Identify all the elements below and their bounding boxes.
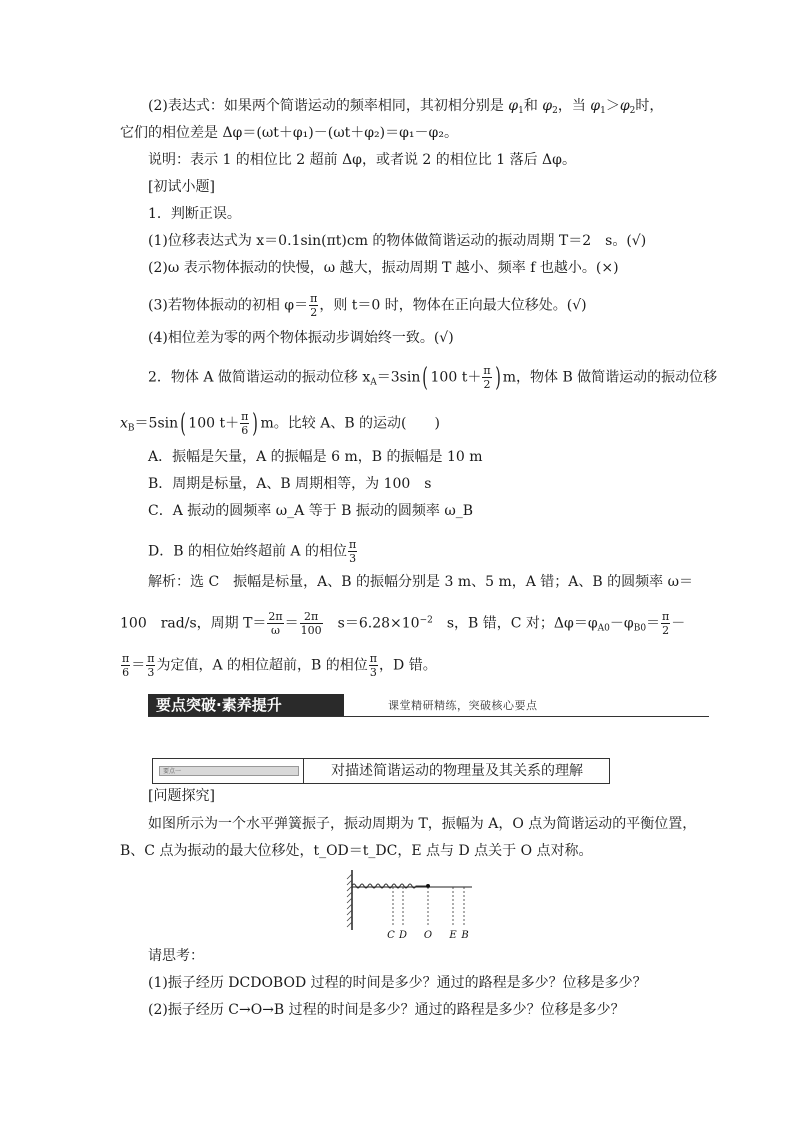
denominator: 3 (147, 666, 155, 679)
label-c: C (387, 930, 395, 941)
section-banner-subtitle: 课堂精研精练，突破核心要点 (388, 699, 538, 712)
fraction (369, 652, 378, 679)
text: 1 (600, 106, 606, 116)
text: 100 t＋ (188, 415, 240, 432)
text: B (127, 423, 135, 434)
option-b: B．周期是标量，A、B 周期相等，为 100 s (148, 476, 432, 492)
text: ＝ (646, 615, 661, 632)
text: φ (542, 98, 553, 114)
paren-right: ) (252, 408, 259, 439)
denominator: 6 (122, 666, 130, 679)
label-e: E (449, 930, 457, 941)
inquiry-line-2: B、C 点为振动的最大位移处，t_OD＝t_DC，E 点与 D 点关于 O 点对称。 (120, 843, 593, 859)
quiz-q1-4: (4)相位差为零的两个物体振动步调始终一致。(√) (148, 330, 454, 346)
fraction (309, 292, 318, 319)
paren-right: ) (494, 362, 501, 393)
numerator: π (662, 610, 670, 623)
denominator: 3 (349, 552, 357, 565)
option-d (148, 538, 358, 565)
topic-header (152, 758, 610, 784)
text: φ (590, 98, 601, 114)
inquiry-line-1: 如图所示为一个水平弹簧振子，振动周期为 T，振幅为 A，O 点为简谐运动的平衡位置， (148, 816, 697, 832)
fraction (267, 610, 283, 637)
numerator: π (369, 652, 378, 665)
topic-title: 对描述简谐运动的物理量及其关系的理解 (331, 763, 583, 779)
quiz-q1-2: (2)ω 表示物体振动的快慢，ω 越大，振动周期 T 越小、频率 f 也越小。(×) (148, 260, 619, 276)
paren-left: ( (180, 408, 186, 439)
text: ，当 (557, 98, 591, 114)
text: s，B 错，C 对；Δφ＝φ (432, 615, 598, 632)
text: 2．物体 A 做简谐运动的振动位移 x (148, 369, 371, 386)
text: ＝ (131, 657, 146, 674)
numerator: π (483, 364, 491, 377)
paren-left: ( (422, 362, 429, 393)
fraction (240, 410, 249, 437)
text: −2 (419, 615, 433, 626)
fraction (146, 652, 155, 679)
text: 和 (523, 98, 543, 114)
quiz-q1: 1．判断正误。 (148, 206, 241, 222)
text: A (370, 377, 377, 388)
text: 时， (635, 98, 664, 114)
section-banner-title: 要点突破·素养提升 (148, 694, 344, 716)
quiz-heading: [初试小题] (148, 179, 215, 195)
text: B0 (633, 623, 647, 634)
text: 为定值，A 的相位超前，B 的相位 (156, 657, 368, 674)
denominator: 2 (483, 378, 491, 391)
think-q1: (1)振子经历 DCDOBOD 过程的时间是多少？通过的路程是多少？位移是多少？ (148, 975, 647, 991)
text: ＝3sin (376, 369, 421, 386)
inquiry-heading: [问题探究] (148, 788, 215, 804)
numerator: π (348, 538, 357, 551)
topic-tag: 要点一 (159, 766, 299, 776)
expression-note: 说明：表示 1 的相位比 2 超前 Δφ，或者说 2 的相位比 1 落后 Δφ。 (148, 152, 576, 168)
solution-line-3 (120, 652, 437, 679)
text: s＝6.28×10 (323, 615, 420, 632)
denominator: 100 (300, 624, 322, 637)
option-c: C．A 振动的圆频率 ω_A 等于 B 振动的圆频率 ω_B (148, 503, 474, 519)
text: 1 (518, 106, 524, 116)
think-heading: 请思考： (148, 948, 204, 964)
quiz-q1-3 (148, 292, 587, 319)
text: m。比较 A、B 的运动( ) (260, 415, 440, 432)
section-banner (148, 694, 709, 717)
text: (3)若物体振动的初相 φ＝ (148, 297, 309, 314)
text: 100 t＋ (430, 369, 482, 386)
text: ＞ (605, 98, 620, 114)
denominator: 2 (662, 624, 670, 637)
expression-line-1 (148, 96, 663, 121)
denominator: 6 (241, 424, 249, 437)
text: x (120, 415, 128, 432)
option-a: A．振幅是矢量，A 的振幅是 6 m，B 的振幅是 10 m (148, 449, 483, 465)
position-markers (393, 887, 464, 926)
numerator: 2π (268, 610, 283, 623)
denominator: ω (267, 623, 283, 637)
solution-line-2 (120, 610, 685, 639)
think-q2: (2)振子经历 C→O→B 过程的时间是多少？通过的路程是多少？位移是多少？ (148, 1002, 625, 1018)
numerator: π (241, 410, 249, 423)
expression-line-2: 它们的相位差是 Δφ＝(ωt＋φ₁)－(ωt＋φ₂)＝φ₁－φ₂。 (120, 125, 458, 141)
text: － (671, 615, 686, 632)
text: m，物体 B 做简谐运动的振动位移 (502, 369, 718, 386)
denominator: 3 (369, 666, 377, 679)
text: D．B 的相位始终超前 A 的相位 (148, 543, 347, 560)
numerator: π (310, 292, 318, 305)
quiz-q2-line-2 (120, 410, 440, 439)
text: A0 (597, 623, 610, 634)
spring-oscillator-figure (346, 868, 476, 942)
label-b: B (461, 930, 469, 941)
text: φ (619, 98, 630, 114)
text: 2 (552, 106, 558, 116)
fraction (482, 364, 491, 391)
quiz-q1-1: (1)位移表达式为 x＝0.1sin(πt)cm 的物体做简谐运动的振动周期 T＝2 s。(√) (148, 233, 647, 249)
solution-line-1: 解析：选 C 振幅是标量，A、B 的振幅分别是 3 m、5 m，A 错；A、B 的圆频率 ω＝ (148, 574, 694, 590)
text: 100 rad/s，周期 T＝ (120, 615, 267, 632)
quiz-q2-line-1 (148, 364, 717, 393)
text: (2)表达式：如果两个简谐运动的频率相同，其初相分别是 (148, 98, 509, 114)
numerator: π (147, 652, 155, 665)
text: ，则 t＝0 时，物体在正向最大位移处。(√) (319, 297, 587, 314)
divider (303, 759, 304, 783)
label-d: D (398, 930, 408, 941)
text: ＝5sin (134, 415, 179, 432)
text: 2 (629, 106, 636, 116)
text: ＝ (284, 615, 299, 632)
text: ，D 错。 (379, 657, 437, 674)
text: －φ (609, 615, 634, 632)
label-o: O (423, 930, 433, 941)
numerator: 2π (304, 610, 319, 623)
fraction (661, 610, 670, 637)
denominator: 2 (310, 306, 318, 319)
fraction (121, 652, 130, 679)
fraction (300, 610, 323, 637)
fraction (348, 538, 357, 565)
text: φ (508, 98, 519, 114)
numerator: π (122, 652, 130, 665)
